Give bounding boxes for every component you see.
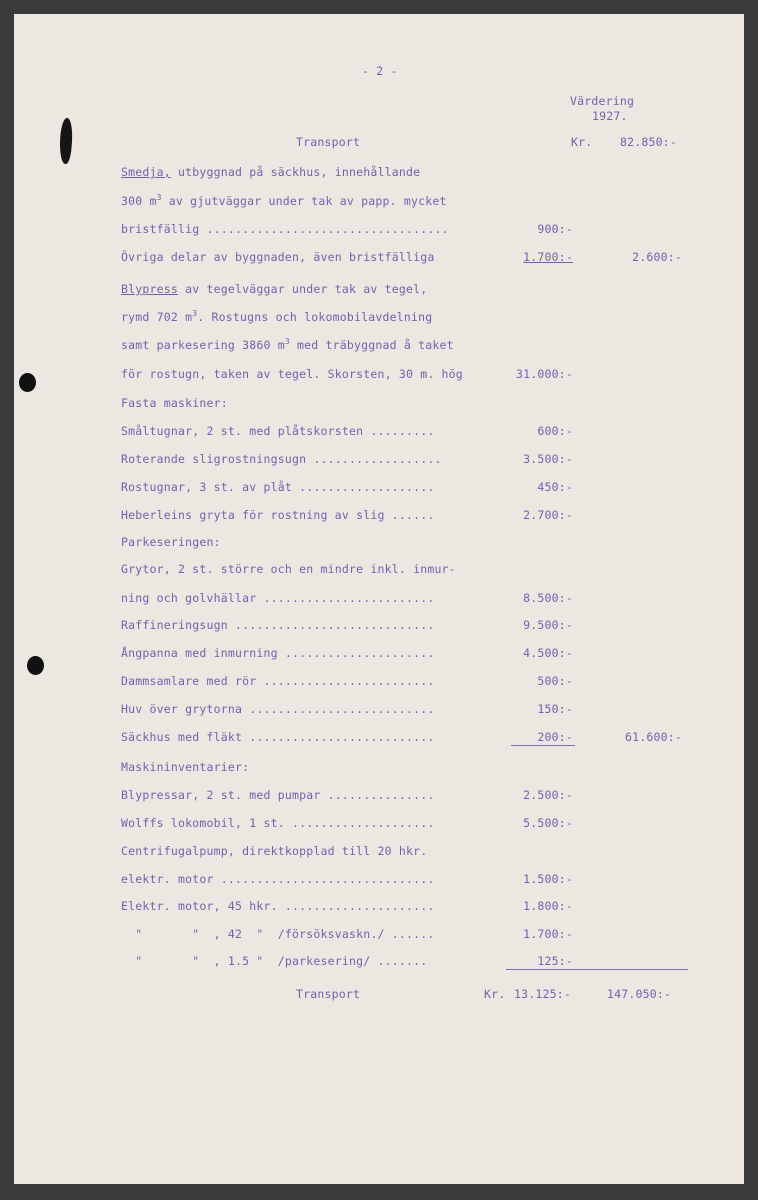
smedja-line-2-text: av gjutväggar under tak av papp. mycket — [168, 194, 447, 208]
maskininventarier-heading: Maskininventarier: — [121, 760, 250, 774]
list-item: Heberleins gryta för rostning av slig ...... — [121, 508, 435, 522]
blypress-line-4: för rostugn, taken av tegel. Skorsten, 30 m. hög — [121, 367, 463, 381]
punch-hole-bottom — [27, 656, 44, 675]
valuation-label: Värdering — [570, 94, 635, 108]
blypress-line-3 — [121, 338, 454, 352]
list-item-amount: 500:- — [537, 674, 573, 688]
transport-currency-top: Kr. — [571, 135, 593, 149]
list-item-amount: 1.700:- — [523, 927, 573, 941]
smedja-amount-2: 1.700:- — [523, 250, 573, 264]
document-page — [14, 14, 744, 1184]
list-item: Roterande sligrostningsugn .................. — [121, 452, 442, 466]
list-item-amount: 600:- — [537, 424, 573, 438]
list-item-amount: 2.500:- — [523, 788, 573, 802]
list-item-amount: 1.800:- — [523, 899, 573, 913]
list-item: Småltugnar, 2 st. med plåtskorsten ......... — [121, 424, 435, 438]
blypress-line-2-text: . Rostugns och lokomobilavdelning — [197, 310, 433, 324]
list-item: Säckhus med fläkt .......................... — [121, 730, 435, 744]
list-item: " " , 1.5 " /parkesering/ ....... — [121, 954, 428, 968]
total-rule — [506, 969, 688, 970]
list-item: Blypressar, 2 st. med pumpar ............... — [121, 788, 435, 802]
smedja-line-3: bristfällig .................................. — [121, 222, 449, 236]
parkeseringen-total: 61.600:- — [625, 730, 682, 744]
list-item: Wolffs lokomobil, 1 st. .................... — [121, 816, 435, 830]
list-item: Rostugnar, 3 st. av plåt ................... — [121, 480, 435, 494]
smedja-line-2 — [121, 194, 447, 208]
smedja-line-4: Övriga delar av byggnaden, även bristfälliga — [121, 250, 435, 264]
centrifugal-line: Centrifugalpump, direktkopplad till 20 hkr. — [121, 844, 428, 858]
transport-amount-top: 82.850:- — [620, 135, 677, 149]
list-item: Dammsamlare med rör ........................ — [121, 674, 435, 688]
blypress-line-1 — [121, 282, 427, 296]
list-item-amount: 5.500:- — [523, 816, 573, 830]
list-item: elektr. motor .............................. — [121, 872, 435, 886]
list-item-amount: 3.500:- — [523, 452, 573, 466]
list-item-amount: 8.500:- — [523, 591, 573, 605]
blypress-line-3-text: med träbyggnad å taket — [297, 338, 454, 352]
list-item-amount: 1.500:- — [523, 872, 573, 886]
punch-hole-top — [19, 373, 36, 392]
transport-label-bottom: Transport — [296, 987, 361, 1001]
subtotal-rule — [511, 745, 575, 746]
transport-label-top: Transport — [296, 135, 361, 149]
blypress-parkesering-sup: 3 — [284, 337, 290, 347]
smedja-line-1 — [121, 165, 420, 179]
blypress-name: Blypress — [121, 282, 178, 296]
fasta-maskiner-heading: Fasta maskiner: — [121, 396, 228, 410]
list-item: Huv över grytorna .......................... — [121, 702, 435, 716]
transport-amount-bottom: 13.125:- — [514, 987, 571, 1001]
blypress-line-1-text: av tegelväggar under tak av tegel, — [185, 282, 428, 296]
blypress-line-2 — [121, 310, 432, 324]
list-item-amount: 4.500:- — [523, 646, 573, 660]
transport-currency-bottom: Kr. — [484, 987, 506, 1001]
list-item: " " , 42 " /försöksvaskn./ ...... — [121, 927, 435, 941]
list-item: Elektr. motor, 45 hkr. ..................... — [121, 899, 435, 913]
parkeseringen-heading: Parkeseringen: — [121, 535, 221, 549]
list-item-amount: 9.500:- — [523, 618, 573, 632]
blypress-volume: rymd 702 m — [121, 310, 193, 324]
list-item: ning och golvhällar ........................ — [121, 591, 435, 605]
smedja-line-1-text: utbyggnad på säckhus, innehållande — [178, 165, 421, 179]
ink-stain — [58, 118, 73, 165]
page-number: - 2 - — [362, 64, 398, 78]
list-item-amount: 450:- — [537, 480, 573, 494]
blypress-parkesering-volume: samt parkesering 3860 m — [121, 338, 285, 352]
smedja-name: Smedja, — [121, 165, 171, 179]
list-item: Raffineringsugn ............................ — [121, 618, 435, 632]
list-item-amount: 2.700:- — [523, 508, 573, 522]
list-item-amount: 150:- — [537, 702, 573, 716]
valuation-year: 1927. — [592, 109, 628, 123]
smedja-volume: 300 m — [121, 194, 157, 208]
parkeseringen-line-1: Grytor, 2 st. större och en mindre inkl. inmur- — [121, 562, 456, 576]
transport-total-bottom: 147.050:- — [607, 987, 672, 1001]
list-item-amount: 125:- — [537, 954, 573, 968]
smedja-total: 2.600:- — [632, 250, 682, 264]
blypress-volume-sup: 3 — [192, 309, 198, 319]
blypress-amount: 31.000:- — [516, 367, 573, 381]
smedja-volume-sup: 3 — [156, 193, 162, 203]
list-item: Ångpanna med inmurning ..................... — [121, 646, 435, 660]
list-item-amount: 200:- — [537, 730, 573, 744]
smedja-amount-1: 900:- — [537, 222, 573, 236]
